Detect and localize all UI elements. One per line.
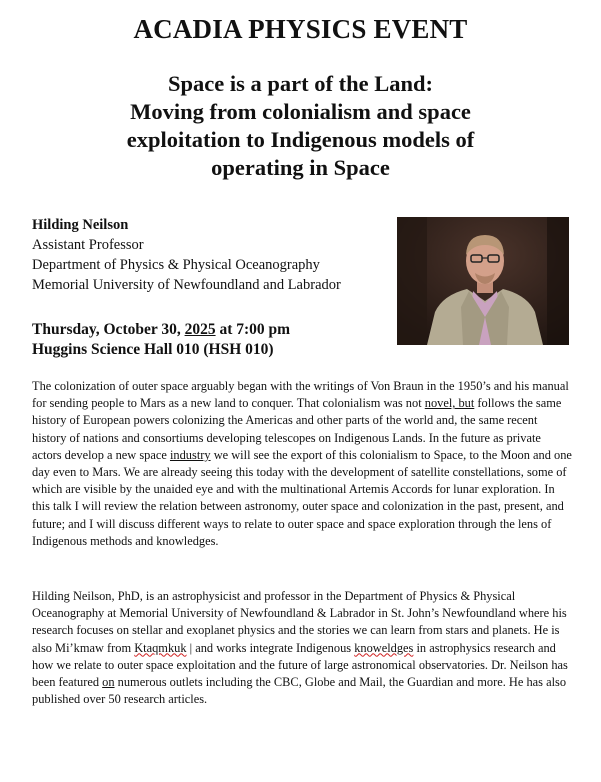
- event-date-time: at 7:00 pm: [215, 321, 291, 338]
- speaker-photo: [397, 217, 569, 345]
- bio-underlined-text: on: [102, 675, 115, 690]
- speaker-name: Hilding Neilson: [32, 217, 129, 233]
- event-date: [32, 320, 392, 340]
- abstract-paragraph: [32, 378, 572, 550]
- bio-spellcheck-text: knoweldges: [354, 640, 414, 655]
- bio-text: Hilding Neilson, PhD, is an astrophysicist and professor in the Department of Physics & Physical Oceanography at Memorial University of Newfoundland & Labrador in St. John’s Newfoundland where his research focuses on stellar and exoplanet physics and the stories we can learn from stars and planets. He is also Mi’kmaw from: [32, 589, 567, 655]
- event-details: [32, 320, 392, 360]
- event-header: ACADIA PHYSICS EVENT: [133, 14, 468, 44]
- talk-title-line: operating in Space: [211, 155, 390, 180]
- bio-text: numerous outlets including the CBC, Globe and Mail, the Guardian and more. He has also published over 50 research articles.: [32, 675, 567, 707]
- talk-title: [40, 70, 561, 182]
- abstract-underlined-text: industry: [169, 447, 211, 462]
- speaker-department: Department of Physics & Physical Oceanography: [32, 257, 320, 273]
- talk-title-line: Moving from colonialism and space: [130, 99, 471, 124]
- talk-title-line: Space is a part of the Land:: [167, 71, 433, 96]
- talk-title-line: exploitation to Indigenous models of: [126, 127, 475, 152]
- abstract-text: we will see the export of this colonialism to Space, to the Moon and one day even to Mars. We are already seeing this today with the development of satellite constellations, some of which are visible by the unaided eye and with the multinational Artemis Accords for lunar exploration. In this talk I will review the relation between astronomy, outer space and colonization in the past, present, and future; and I will discuss different ways to relate to outer space and space exploration through the lens of Indigenous methods and knowledges.: [32, 447, 572, 548]
- event-date-year: 2025: [184, 321, 216, 338]
- abstract-text: follows the same history of European powers colonizing the Americas and other parts of the world and, the same recent history of nations and consortiums developing telescopes on Indigenous Lands. In the future as private actors develop a new space: [32, 396, 562, 462]
- bio-text: in astrophysics research and how we relate to outer space exploitation and the future of large astronomical observatories. Dr. Neilson has been featured: [32, 640, 568, 690]
- abstract-text: The colonization of outer space arguably began with the writings of Von Braun in the 1950’s and his manual for sending people to Mars as a new land to conquer. That colonialism was not: [32, 379, 569, 411]
- bio-paragraph: [32, 588, 572, 708]
- speaker-position: Assistant Professor: [32, 237, 144, 253]
- event-date-prefix: Thursday, October 30,: [32, 321, 185, 338]
- bio-text: | and works integrate Indigenous: [186, 640, 355, 655]
- abstract-underlined-text: novel, but: [424, 396, 475, 411]
- speaker-institution: Memorial University of Newfoundland and Labrador: [32, 277, 341, 293]
- bio-spellcheck-text: Ktaqmkuk: [134, 640, 187, 655]
- speaker-portrait-icon: [397, 217, 569, 345]
- event-location: Huggins Science Hall 010 (HSH 010): [32, 341, 274, 358]
- speaker-info: [32, 215, 392, 295]
